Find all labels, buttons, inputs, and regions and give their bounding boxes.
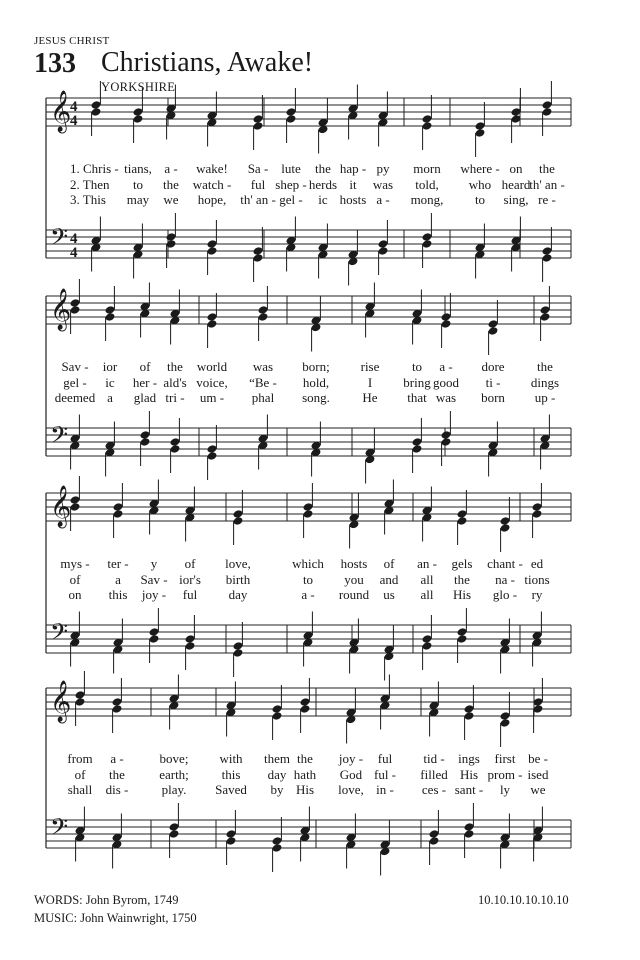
bass-note — [226, 836, 237, 846]
tenor-note — [457, 627, 468, 637]
lyric-syllable: a - — [110, 751, 124, 766]
lyric-syllable: His — [452, 587, 472, 602]
lyric-syllable: by — [270, 782, 284, 797]
lyric-syllable: we — [163, 192, 179, 207]
bass-time-signature-top: 4 — [70, 231, 78, 247]
lyric-syllable: the — [163, 177, 179, 192]
lyric-syllable: the — [297, 751, 313, 766]
tenor-note — [169, 822, 180, 832]
lyric-syllable: where - — [460, 161, 500, 176]
bass-time-signature-bottom: 4 — [70, 245, 78, 261]
lyric-syllable: be - — [528, 751, 548, 766]
lyric-syllable: them — [264, 751, 290, 766]
lyric-syllable: in - — [376, 782, 394, 797]
soprano-note — [303, 502, 314, 512]
lyric-syllable: round — [338, 587, 370, 602]
lyric-syllable: day — [267, 767, 287, 782]
soprano-note — [488, 319, 499, 329]
lyric-syllable: th' an - — [240, 192, 276, 207]
lyric-syllable: dis - — [105, 782, 129, 797]
lyric-syllable: tians, — [124, 161, 152, 176]
bass-note — [429, 836, 440, 846]
soprano-note — [233, 509, 244, 519]
lyric-syllable: her - — [132, 375, 158, 390]
alto-note — [441, 319, 452, 329]
alto-note — [500, 523, 511, 533]
alto-note — [286, 114, 297, 124]
soprano-note — [272, 704, 283, 714]
lyric-syllable: hosts — [339, 192, 367, 207]
lyric-syllable: of — [69, 572, 81, 587]
lyric-syllable: to — [132, 177, 144, 192]
lyric-syllable: a - — [164, 161, 178, 176]
lyric-syllable: ic — [105, 375, 115, 390]
bass-note — [253, 253, 264, 263]
lyric-syllable: glad — [133, 390, 157, 405]
lyric-syllable: was — [252, 359, 274, 374]
alto-note — [500, 718, 511, 728]
alto-note — [542, 107, 553, 117]
bass-note — [272, 843, 283, 853]
treble-time-signature-bottom: 4 — [70, 113, 78, 129]
tenor-note — [429, 829, 440, 839]
lyric-syllable: the — [167, 359, 183, 374]
tenor-note — [185, 634, 196, 644]
lyric-syllable: gel - — [63, 375, 87, 390]
lyric-syllable: to — [302, 572, 314, 587]
lyric-syllable: ces - — [421, 782, 447, 797]
tenor-note — [207, 239, 218, 249]
lyric-syllable: from — [67, 751, 93, 766]
lyric-syllable: ti - — [485, 375, 501, 390]
lyric-syllable: dings — [530, 375, 560, 390]
alto-note — [532, 509, 543, 519]
lyric-syllable: morn — [413, 161, 441, 176]
lyric-syllable: phal — [251, 390, 275, 405]
lyric-syllable: hap - — [339, 161, 367, 176]
section-label: JESUS CHRIST — [34, 35, 110, 47]
lyric-syllable: Sav - — [140, 572, 168, 587]
alto-note — [475, 128, 486, 138]
alto-note — [91, 107, 102, 117]
soprano-note — [253, 114, 264, 124]
lyric-syllable: na - — [495, 572, 515, 587]
lyric-syllable: rise — [360, 359, 380, 374]
tenor-note — [422, 634, 433, 644]
lyric-syllable: filled — [420, 767, 448, 782]
lyric-syllable: prom - — [487, 767, 523, 782]
lyric-syllable: ful - — [373, 767, 397, 782]
lyric-syllable: ior — [102, 359, 118, 374]
lyric-syllable: ald's — [163, 375, 187, 390]
lyric-syllable: bring — [403, 375, 431, 390]
lyric-syllable: His — [459, 767, 479, 782]
meter: 10.10.10.10.10.10 — [478, 893, 569, 907]
lyric-syllable: lute — [281, 161, 301, 176]
soprano-note — [532, 502, 543, 512]
lyric-syllable: the — [539, 161, 555, 176]
lyric-syllable: “Be - — [249, 375, 277, 390]
soprano-note — [258, 305, 269, 315]
lyric-syllable: ful — [250, 177, 266, 192]
bass-clef-icon: 𝄢 — [50, 421, 69, 454]
bass-note — [441, 437, 452, 447]
bass-note — [170, 444, 181, 454]
lyric-syllable: of — [139, 359, 151, 374]
lyric-syllable: was — [372, 177, 394, 192]
lyric-syllable: hope, — [197, 192, 227, 207]
soprano-note — [113, 502, 124, 512]
alto-note — [488, 326, 499, 336]
tenor-note — [170, 437, 181, 447]
lyric-syllable: joy - — [141, 587, 167, 602]
alto-note — [540, 312, 551, 322]
alto-note — [303, 509, 314, 519]
bass-clef-icon: 𝄢 — [50, 813, 69, 846]
soprano-note — [441, 312, 452, 322]
bass-note — [166, 239, 177, 249]
lyric-syllable: was — [435, 390, 457, 405]
bass-clef-icon: 𝄢 — [50, 618, 69, 651]
lyric-syllable: deemed — [54, 390, 96, 405]
hymn-number: 133 — [34, 48, 76, 79]
bass-clef-icon: 𝄢 — [50, 223, 69, 256]
lyric-syllable: the — [537, 359, 553, 374]
lyric-syllable: wake! — [196, 161, 228, 176]
lyric-syllable: all — [420, 587, 434, 602]
lyric-syllable: sant - — [454, 782, 484, 797]
alto-note — [300, 704, 311, 714]
lyric-syllable: may — [126, 192, 150, 207]
bass-note — [149, 634, 160, 644]
lyric-syllable: ings — [458, 751, 480, 766]
soprano-note — [112, 697, 123, 707]
lyric-syllable: the — [315, 161, 331, 176]
hymn-title: Christians, Awake! — [101, 47, 314, 78]
lyric-syllable: ful — [182, 587, 198, 602]
lyric-syllable: gels — [451, 556, 473, 571]
music-credit: MUSIC: John Wainwright, 1750 — [34, 911, 197, 925]
alto-note — [113, 509, 124, 519]
bass-note — [422, 239, 433, 249]
lyric-syllable: hosts — [340, 556, 368, 571]
lyric-syllable: watch - — [192, 177, 232, 192]
tenor-note — [441, 430, 452, 440]
lyric-syllable: of — [184, 556, 196, 571]
bass-note — [464, 829, 475, 839]
lyric-syllable: good — [433, 375, 459, 390]
alto-note — [112, 704, 123, 714]
treble-clef-icon: 𝄞 — [50, 681, 72, 722]
lyric-syllable: re - — [538, 192, 556, 207]
lyric-syllable: I — [367, 375, 373, 390]
bass-note — [457, 634, 468, 644]
lyric-syllable: ter - — [107, 556, 129, 571]
lyric-syllable: chant - — [487, 556, 523, 571]
lyric-syllable: a — [115, 572, 121, 587]
lyric-syllable: to — [474, 192, 486, 207]
lyric-syllable: tri - — [165, 390, 185, 405]
bass-note — [542, 253, 553, 263]
lyric-syllable: love, — [225, 556, 251, 571]
soprano-note — [133, 107, 144, 117]
lyric-syllable: a - — [376, 192, 390, 207]
lyric-syllable: mong, — [410, 192, 444, 207]
soprano-note — [464, 704, 475, 714]
alto-note — [75, 697, 86, 707]
lyric-syllable: y — [150, 556, 158, 571]
lyric-syllable: up - — [534, 390, 556, 405]
lyric-syllable: gel - — [279, 192, 303, 207]
tenor-note — [166, 232, 177, 242]
alto-note — [253, 121, 264, 131]
alto-note — [133, 114, 144, 124]
alto-note — [422, 121, 433, 131]
lyric-syllable: 3. This — [70, 192, 106, 207]
lyric-syllable: that — [407, 390, 427, 405]
lyric-syllable: shall — [67, 782, 93, 797]
treble-clef-icon: 𝄞 — [50, 289, 72, 330]
soprano-note — [422, 114, 433, 124]
alto-note — [457, 516, 468, 526]
tune-name: YORKSHIRE — [101, 80, 176, 94]
lyric-syllable: voice, — [196, 375, 228, 390]
lyric-syllable: Sav - — [61, 359, 89, 374]
lyric-syllable: all — [420, 572, 434, 587]
lyric-syllable: who — [468, 177, 492, 192]
lyric-syllable: earth; — [159, 767, 189, 782]
bass-note — [169, 829, 180, 839]
tenor-note — [412, 437, 423, 447]
lyric-syllable: we — [530, 782, 546, 797]
bass-note — [412, 444, 423, 454]
lyric-syllable: ic — [318, 192, 328, 207]
lyric-syllable: it — [349, 177, 357, 192]
lyric-syllable: dore — [481, 359, 505, 374]
soprano-note — [75, 690, 86, 700]
tenor-note — [272, 836, 283, 846]
lyric-syllable: Sa - — [247, 161, 269, 176]
soprano-note — [542, 100, 553, 110]
lyric-syllable: bove; — [159, 751, 189, 766]
lyric-syllable: ry — [531, 587, 543, 602]
lyric-syllable: and — [379, 572, 399, 587]
alto-note — [464, 711, 475, 721]
tenor-note — [464, 822, 475, 832]
lyric-syllable: Saved — [215, 782, 247, 797]
tenor-note — [378, 239, 389, 249]
treble-time-signature-top: 4 — [70, 99, 78, 115]
lyric-syllable: love, — [338, 782, 364, 797]
lyric-syllable: this — [108, 587, 128, 602]
lyric-syllable: ised — [527, 767, 549, 782]
lyric-syllable: with — [219, 751, 243, 766]
lyric-syllable: the — [454, 572, 470, 587]
bass-note — [422, 641, 433, 651]
tenor-note — [253, 246, 264, 256]
lyric-syllable: of — [383, 556, 395, 571]
treble-clef-icon: 𝄞 — [50, 486, 72, 527]
bass-note — [185, 641, 196, 651]
lyric-syllable: ful — [377, 751, 393, 766]
lyric-syllable: tions — [524, 572, 550, 587]
tenor-note — [542, 246, 553, 256]
soprano-note — [91, 100, 102, 110]
lyric-syllable: play. — [161, 782, 187, 797]
lyric-syllable: shep - — [275, 177, 307, 192]
lyric-syllable: this — [221, 767, 241, 782]
lyric-syllable: an - — [417, 556, 437, 571]
alto-note — [207, 319, 218, 329]
soprano-note — [500, 711, 511, 721]
lyric-syllable: ior's — [179, 572, 201, 587]
lyric-syllable: tid - — [423, 751, 445, 766]
lyric-syllable: which — [292, 556, 324, 571]
tenor-note — [233, 641, 244, 651]
lyric-syllable: on — [68, 587, 82, 602]
lyric-syllable: world — [196, 359, 228, 374]
alto-note — [258, 312, 269, 322]
lyric-syllable: joy - — [338, 751, 364, 766]
lyric-syllable: of — [74, 767, 86, 782]
lyric-syllable: sing, — [503, 192, 529, 207]
soprano-note — [286, 107, 297, 117]
tenor-note — [226, 829, 237, 839]
lyric-syllable: hold, — [302, 375, 330, 390]
lyric-syllable: born; — [302, 359, 330, 374]
bass-note — [378, 246, 389, 256]
soprano-note — [300, 697, 311, 707]
tenor-note — [140, 430, 151, 440]
lyric-syllable: 2. Then — [70, 177, 110, 192]
lyric-syllable: a — [107, 390, 113, 405]
soprano-note — [475, 121, 486, 131]
lyric-syllable: mys - — [60, 556, 90, 571]
soprano-note — [500, 516, 511, 526]
lyric-syllable: th' an - — [529, 177, 565, 192]
lyric-syllable: um - — [199, 390, 225, 405]
words-credit: WORDS: John Byrom, 1749 — [34, 893, 179, 907]
lyric-syllable: herds — [308, 177, 338, 192]
lyric-syllable: glo - — [492, 587, 518, 602]
lyric-syllable: song. — [302, 390, 330, 405]
treble-clef-icon: 𝄞 — [50, 91, 72, 132]
lyric-syllable: heard — [501, 177, 531, 192]
alto-note — [233, 516, 244, 526]
lyric-syllable: His — [295, 782, 315, 797]
lyric-syllable: ed — [530, 556, 544, 571]
lyric-syllable: a - — [439, 359, 453, 374]
lyric-syllable: us — [383, 587, 395, 602]
lyric-syllable: birth — [225, 572, 251, 587]
soprano-note — [457, 509, 468, 519]
bass-note — [140, 437, 151, 447]
lyric-syllable: ly — [499, 782, 511, 797]
bass-note — [207, 246, 218, 256]
lyric-syllable: day — [228, 587, 248, 602]
lyric-syllable: the — [109, 767, 125, 782]
lyric-syllable: hath — [293, 767, 317, 782]
lyric-syllable: told, — [415, 177, 439, 192]
alto-note — [272, 711, 283, 721]
lyric-syllable: you — [344, 572, 364, 587]
soprano-note — [105, 305, 116, 315]
soprano-note — [540, 305, 551, 315]
tenor-note — [207, 444, 218, 454]
tenor-note — [149, 627, 160, 637]
alto-note — [105, 312, 116, 322]
tenor-note — [422, 232, 433, 242]
lyric-syllable: 1. Chris - — [70, 161, 119, 176]
lyric-syllable: on — [509, 161, 523, 176]
lyric-syllable: to — [411, 359, 423, 374]
bass-note — [207, 451, 218, 461]
lyric-syllable: God — [339, 767, 363, 782]
lyric-syllable: born — [481, 390, 505, 405]
lyric-syllable: py — [376, 161, 390, 176]
soprano-note — [207, 312, 218, 322]
bass-note — [233, 648, 244, 658]
lyric-syllable: first — [494, 751, 516, 766]
lyric-syllable: a - — [301, 587, 315, 602]
lyric-syllable: He — [362, 390, 378, 405]
